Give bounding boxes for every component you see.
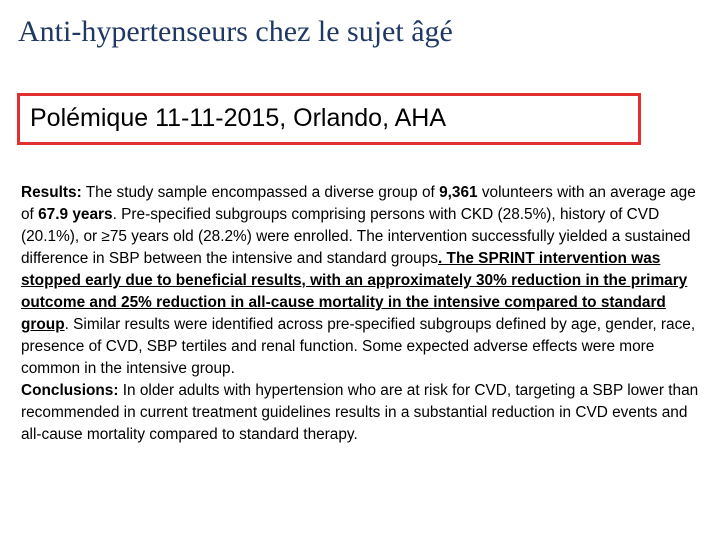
results-text-2: volunteers with an average age of (21, 184, 696, 223)
volunteer-count: 9,361 (439, 184, 478, 201)
sprint-finding: . The SPRINT intervention was stopped early due to beneficial results, with an approximately 30% reduction in the primary outcome and 25% reduction in all-cause mortality in the intensive compared to standard (21, 250, 688, 311)
slide-title: Anti-hypertenseurs chez le sujet âgé (18, 15, 453, 48)
average-age: 67.9 years (38, 206, 113, 223)
subtitle-text: Polémique 11-11-2015, Orlando, AHA (30, 104, 446, 132)
results-text-3: . Pre-specified subgroups comprising persons with CKD (28.5%), history of CVD (20.1%), or ≥75 years old (28.2%) were enrolled. The intervention successfully yielded a sustained difference in SBP between the intensive and standard groups (21, 206, 691, 267)
conclusions-label: Conclusions: (21, 382, 119, 399)
conclusions-paragraph (21, 380, 701, 446)
results-text-4: . Similar results were identified across pre-specified subgroups defined by age, gender, race, presence of CVD, SBP tertiles and renal function. Some expected adverse effects were more common in the intensive group. (21, 316, 696, 377)
results-text-1: The study sample encompassed a diverse group of (81, 184, 440, 201)
subtitle-box (17, 93, 641, 145)
results-label: Results: (21, 184, 82, 201)
abstract-text (21, 182, 701, 446)
sprint-finding-end: group (21, 316, 65, 333)
conclusions-text: In older adults with hypertension who are at risk for CVD, targeting a SBP lower than recommended in current treatment guidelines results in a substantial reduction in CVD events and all-cause mortality compared to standard therapy. (21, 382, 699, 443)
results-paragraph (21, 182, 701, 380)
